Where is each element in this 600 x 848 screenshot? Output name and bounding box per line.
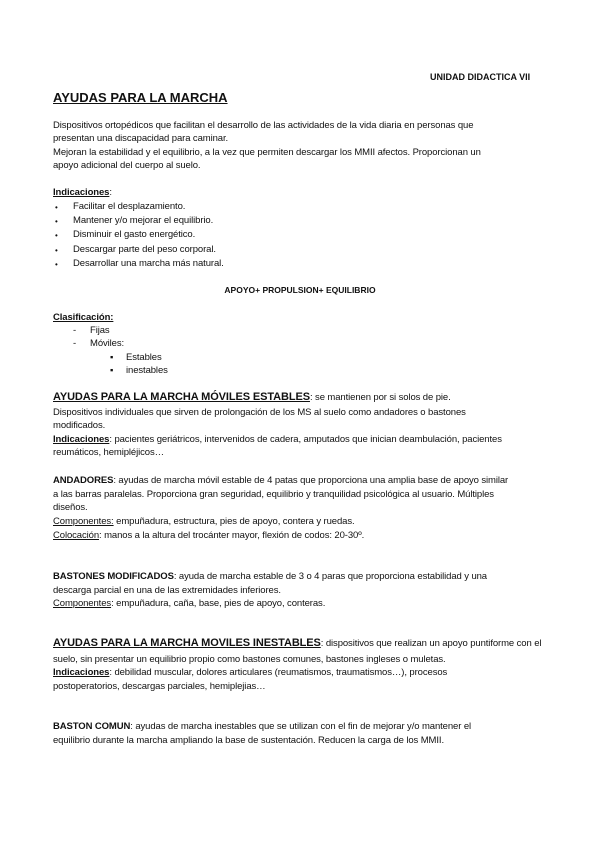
indicaciones-item: Mantener y/o mejorar el equilibrio. — [73, 215, 214, 226]
bullet-icon: • — [55, 203, 58, 212]
intro-line-2: presentan una discapacidad para caminar. — [53, 133, 229, 144]
moviles-estables-indicaciones — [53, 433, 502, 446]
indicaciones-label: Indicaciones — [53, 434, 110, 445]
indicaciones-item: Facilitar el desplazamiento. — [73, 201, 186, 212]
bullet-icon: • — [55, 231, 58, 240]
moviles-estables-title-rest: : se mantienen por si solos de pie. — [309, 392, 451, 403]
indicaciones-label: Indicaciones — [53, 187, 110, 198]
moviles-inestables-heading — [53, 637, 541, 650]
bastones-modificados-text: : ayuda de marcha estable de 3 o 4 paras que proporciona estabilidad y una — [173, 571, 487, 582]
moviles-inestables-indicaciones-line2: postoperatorios, descargas parciales, hemiplejias… — [53, 681, 266, 692]
andadores-componentes — [53, 515, 355, 528]
bastones-modificados-componentes — [53, 597, 325, 610]
clasificacion-sub-item: inestables — [126, 365, 168, 376]
componentes-text: : empuñadura, caña, base, pies de apoyo, conteras. — [111, 598, 326, 609]
andadores-line-1 — [53, 474, 508, 487]
componentes-label: Componentes: — [53, 516, 114, 527]
clasificacion-moviles: Móviles: — [90, 338, 125, 349]
indicaciones-item: Desarrollar una marcha más natural. — [73, 258, 224, 269]
baston-comun-text: : ayudas de marcha inestables que se utilizan con el fin de mejorar y/o mantener el — [130, 721, 472, 732]
bullet-icon: • — [55, 217, 58, 226]
moviles-inestables-title-rest: : dispositivos que realizan un apoyo puntiforme con el — [320, 638, 542, 649]
center-heading: APOYO+ PROPULSION+ EQUILIBRIO — [224, 285, 376, 295]
unit-heading: UNIDAD DIDACTICA VII — [430, 72, 531, 82]
moviles-inestables-indicaciones — [53, 666, 447, 679]
componentes-label: Componentes — [53, 598, 112, 609]
baston-comun-label: BASTON COMUN — [53, 721, 131, 732]
moviles-estables-title: AYUDAS PARA LA MARCHA MÓVILES ESTABLES — [53, 391, 310, 403]
dash-marker: - — [73, 325, 77, 336]
colocacion-label: Colocación — [53, 530, 99, 541]
bullet-icon: • — [55, 246, 58, 255]
indicaciones-item: Disminuir el gasto energético. — [73, 229, 196, 240]
indicaciones-item: Descargar parte del peso corporal. — [73, 244, 216, 255]
square-bullet-icon: ▪ — [110, 365, 114, 376]
page-title: AYUDAS PARA LA MARCHA — [53, 90, 228, 105]
baston-comun-line-2: equilibrio durante la marcha ampliando la base de sustentación. Reducen la carga de los MMII. — [53, 735, 444, 746]
baston-comun-line-1 — [53, 720, 471, 733]
componentes-text: empuñadura, estructura, pies de apoyo, contera y ruedas. — [113, 516, 355, 527]
clasificacion-sub-item: Estables — [126, 352, 162, 363]
clasificacion-fijas: Fijas — [90, 325, 110, 336]
indicaciones-label: Indicaciones — [53, 667, 110, 678]
moviles-inestables-line-2: suelo, sin presentar un equilibrio propio como bastones comunes, bastones ingleses o muletas. — [53, 654, 446, 665]
intro-line-1: Dispositivos ortopédicos que facilitan el desarrollo de las actividades de la vida diaria en personas que — [53, 120, 474, 131]
indicaciones-colon: : — [109, 187, 112, 198]
square-bullet-icon: ▪ — [110, 352, 114, 363]
andadores-text: : ayudas de marcha móvil estable de 4 patas que proporciona una amplia base de apoyo similar — [113, 475, 509, 486]
indicaciones-heading — [53, 186, 112, 199]
clasificacion-label: Clasificación: — [53, 312, 114, 323]
bastones-modificados-label: BASTONES MODIFICADOS — [53, 571, 174, 582]
dash-marker: - — [73, 338, 77, 349]
moviles-estables-line: Dispositivos individuales que sirven de prolongación de los MS al suelo como andadores o bastones — [53, 407, 466, 418]
moviles-estables-heading — [53, 391, 451, 404]
bastones-modificados-line-1 — [53, 570, 487, 583]
intro-line-3: Mejoran la estabilidad y el equilibrio, a la vez que permiten descargar los MMII afectos. Proporcionan un — [53, 147, 481, 158]
andadores-line-2: a las barras paralelas. Proporciona gran seguridad, equilibrio y tranquilidad psicológica al usuario. Múltiples — [53, 489, 494, 500]
indicaciones-text: : pacientes geriátricos, intervenidos de cadera, amputados que inician deambulación, pacientes — [109, 434, 502, 445]
andadores-label: ANDADORES — [53, 475, 114, 486]
moviles-estables-indicaciones-line2: reumáticos, hemipléjicos… — [53, 447, 165, 458]
intro-line-4: apoyo adicional del cuerpo al suelo. — [53, 160, 201, 171]
bullet-icon: • — [55, 260, 58, 269]
moviles-estables-line: modificados. — [53, 420, 106, 431]
andadores-line-3: diseños. — [53, 502, 88, 513]
andadores-colocacion — [53, 529, 364, 542]
bastones-modificados-line-2: descarga parcial en una de las extremidades inferiores. — [53, 585, 281, 596]
indicaciones-text: : debilidad muscular, dolores articulares (reumatismos, traumatismos…), procesos — [109, 667, 448, 678]
colocacion-text: : manos a la altura del trocánter mayor, flexión de codos: 20-30º. — [99, 530, 365, 541]
moviles-inestables-title: AYUDAS PARA LA MARCHA MOVILES INESTABLES — [53, 637, 321, 649]
